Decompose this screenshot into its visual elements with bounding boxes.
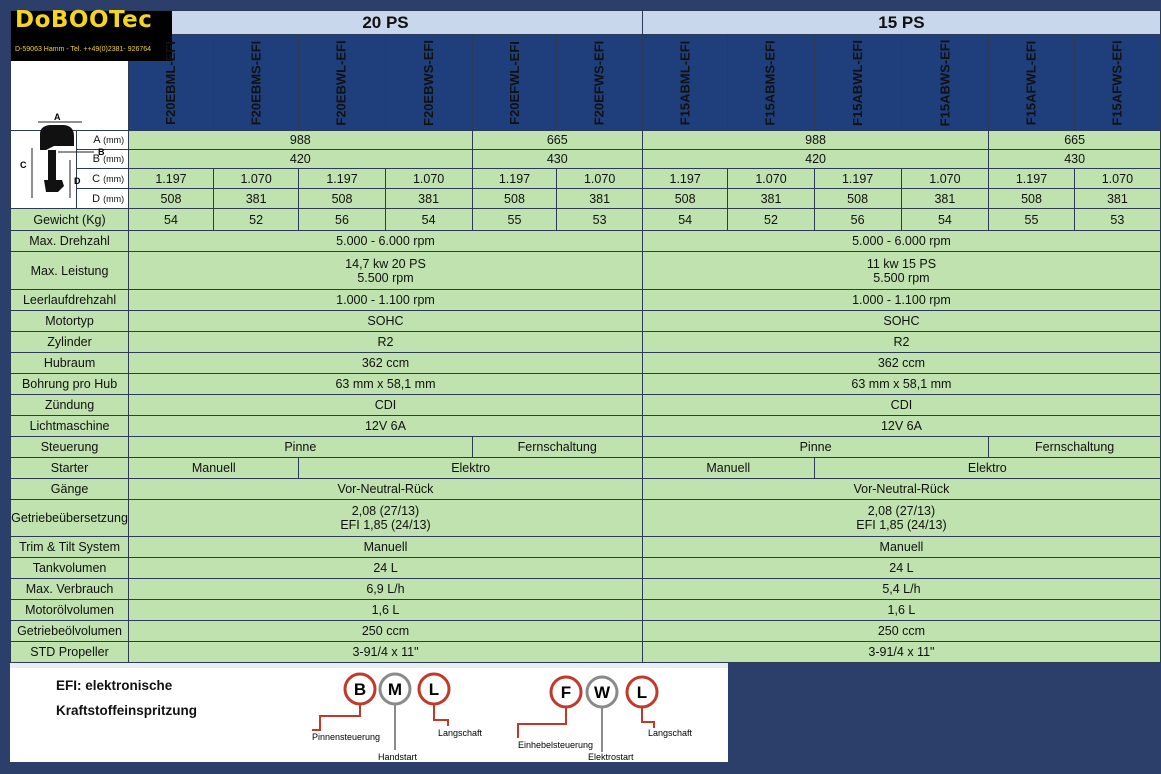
row-label-gaenge: Gänge — [11, 479, 129, 500]
legend-letter-w: W — [593, 683, 611, 702]
dim-d-value: 381 — [728, 189, 814, 209]
value-15ps: 5.000 - 6.000 rpm — [642, 231, 1160, 252]
group-header-20ps: 20 PS — [129, 11, 643, 35]
value-line: 2,08 (27/13) — [867, 504, 936, 518]
dim-d-label: D (mm) — [77, 189, 129, 209]
row-label-starter: Starter — [11, 458, 129, 479]
legend-letter-l: L — [636, 683, 648, 702]
value-15ps: Manuell — [642, 537, 1160, 558]
value-20ps: 1.000 - 1.100 rpm — [129, 290, 643, 311]
row-label-zuendung: Zündung — [11, 395, 129, 416]
legend-fwl — [508, 672, 718, 762]
value-line: 14,7 kw 20 PS — [345, 256, 426, 271]
dim-c-value: 1.070 — [213, 169, 299, 189]
diagram-letter-a: A — [54, 112, 61, 122]
value-20ps: 1,6 L — [129, 600, 643, 621]
value-20ps: 6,9 L/h — [129, 579, 643, 600]
dim-b-value: 420 — [642, 150, 988, 169]
engine-foot-shape — [44, 180, 64, 192]
model-header: F15AFWS-EFI — [1074, 35, 1160, 131]
efi-note-line-2: Kraftstoffeinspritzung — [56, 703, 197, 718]
value-15ps: 5,4 L/h — [642, 579, 1160, 600]
dim-c-value: 1.070 — [728, 169, 814, 189]
value-20ps: 5.000 - 6.000 rpm — [129, 231, 643, 252]
model-header: F15ABWL-EFI — [814, 35, 901, 131]
brand-subtitle: D-59063 Hamm - Tel. ++49(0)2381- 926764 — [15, 46, 152, 53]
row-label-motoroelvolumen: Motorölvolumen — [11, 600, 129, 621]
value-15ps — [642, 252, 1160, 290]
value-15ps: CDI — [642, 395, 1160, 416]
dim-a-value: 988 — [642, 131, 988, 150]
value-line: EFI 1,85 (24/13) — [856, 518, 947, 532]
dim-d-value: 381 — [901, 189, 989, 209]
value-15ps: 362 ccm — [642, 353, 1160, 374]
legend-line — [518, 708, 566, 738]
value-line: 2,08 (27/13) — [351, 504, 420, 518]
dim-d-value: 381 — [385, 189, 472, 209]
dim-c-value: 1.070 — [1074, 169, 1160, 189]
diagram-letter-d: D — [74, 176, 81, 186]
row-label-motortyp: Motortyp — [11, 311, 129, 332]
row-label-steuerung: Steuerung — [11, 437, 129, 458]
legend-text-einhebelsteuerung: Einhebelsteuerung — [518, 740, 594, 750]
weight-value: 55 — [472, 209, 557, 231]
group-header-15ps: 15 PS — [642, 11, 1160, 35]
dim-c-value: 1.197 — [642, 169, 728, 189]
value-20ps: Manuell — [129, 537, 643, 558]
dim-a-value: 988 — [129, 131, 473, 150]
dim-c-value: 1.197 — [989, 169, 1075, 189]
dim-c-value: 1.197 — [472, 169, 557, 189]
weight-value: 54 — [385, 209, 472, 231]
weight-value: 54 — [901, 209, 989, 231]
legend-text-pinnensteuerung: Pinnensteuerung — [312, 732, 381, 742]
diagram-letter-b: B — [98, 147, 105, 157]
row-label-getriebeuebersetzung: Getriebeübersetzung — [11, 500, 129, 537]
value-15ps: R2 — [642, 332, 1160, 353]
dim-a-label: A (mm) — [77, 131, 129, 150]
legend-line — [434, 705, 448, 726]
value-20ps: 24 L — [129, 558, 643, 579]
legend-letter-l: L — [428, 680, 440, 699]
dim-d-value: 381 — [1074, 189, 1160, 209]
dim-c-value: 1.197 — [299, 169, 385, 189]
value-20ps: 63 mm x 58,1 mm — [129, 374, 643, 395]
value-20ps — [129, 252, 643, 290]
value-line: 5.500 rpm — [357, 270, 414, 285]
model-header: F15ABMS-EFI — [728, 35, 814, 131]
value-15ps: 12V 6A — [642, 416, 1160, 437]
weight-value: 52 — [213, 209, 299, 231]
dim-b-value: 430 — [472, 150, 642, 169]
row-label-trim-tilt: Trim & Tilt System — [11, 537, 129, 558]
efi-note-line-1: EFI: elektronische — [56, 678, 173, 693]
weight-value: 56 — [814, 209, 901, 231]
row-label-std-propeller: STD Propeller — [11, 642, 129, 663]
dim-b-value: 430 — [989, 150, 1161, 169]
value-15ps: 250 ccm — [642, 621, 1160, 642]
model-header: F20EBMS-EFI — [213, 35, 299, 131]
dim-c-value: 1.070 — [385, 169, 472, 189]
engine-head-shape — [40, 125, 74, 150]
row-label-leerlaufdrehzahl: Leerlaufdrehzahl — [11, 290, 129, 311]
dim-d-value: 508 — [299, 189, 385, 209]
weight-value: 53 — [1074, 209, 1160, 231]
value-line: 5.500 rpm — [873, 270, 930, 285]
weight-value: 54 — [642, 209, 728, 231]
legend-letter-m: M — [387, 680, 403, 699]
value-line: EFI 1,85 (24/13) — [340, 518, 431, 532]
legend-line — [642, 708, 654, 728]
model-header: F20EBML-EFI — [129, 35, 214, 131]
value-20ps: SOHC — [129, 311, 643, 332]
row-label-max-drehzahl: Max. Drehzahl — [11, 231, 129, 252]
dim-d-value: 508 — [642, 189, 728, 209]
value-20ps: Fernschaltung — [472, 437, 642, 458]
brand-title: DoBOOTec — [15, 7, 153, 33]
dim-c-value: 1.070 — [901, 169, 989, 189]
diagram-letter-c: C — [20, 160, 27, 170]
row-label-verbrauch: Max. Verbrauch — [11, 579, 129, 600]
dim-d-value: 381 — [213, 189, 299, 209]
value-20ps: Vor-Neutral-Rück — [129, 479, 643, 500]
value-15ps: Manuell — [642, 458, 814, 479]
weight-value: 54 — [129, 209, 214, 231]
spec-table — [10, 7, 1161, 663]
value-15ps: 24 L — [642, 558, 1160, 579]
row-label-max-leistung: Max. Leistung — [11, 252, 129, 290]
weight-value: 52 — [728, 209, 814, 231]
value-20ps: CDI — [129, 395, 643, 416]
legend-bml — [300, 672, 510, 762]
legend-text-langschaft: Langschaft — [648, 728, 693, 738]
value-15ps — [642, 500, 1160, 537]
legend-letter-b: B — [353, 680, 367, 699]
value-20ps — [129, 500, 643, 537]
model-header: F20EFWS-EFI — [557, 35, 643, 131]
legend-line — [312, 705, 360, 730]
dim-d-value: 508 — [472, 189, 557, 209]
brand-logo — [11, 7, 172, 61]
model-header: F20EBWS-EFI — [385, 35, 472, 131]
row-label-getriebeoelvolumen: Getriebeölvolumen — [11, 621, 129, 642]
dim-a-value: 665 — [472, 131, 642, 150]
engine-dimension-diagram — [14, 112, 114, 212]
dim-b-label: B (mm) — [77, 150, 129, 169]
value-20ps: R2 — [129, 332, 643, 353]
engine-shaft-shape — [48, 150, 56, 180]
value-20ps: 3-91/4 x 11" — [129, 642, 643, 663]
value-15ps: 1,6 L — [642, 600, 1160, 621]
dim-a-value: 665 — [989, 131, 1161, 150]
legend-text-handstart: Handstart — [378, 752, 418, 762]
value-15ps: Fernschaltung — [989, 437, 1161, 458]
row-label-weight: Gewicht (Kg) — [11, 209, 129, 231]
model-header: F15AFWL-EFI — [989, 35, 1075, 131]
value-15ps: Elektro — [814, 458, 1160, 479]
model-header: F15ABWS-EFI — [901, 35, 989, 131]
dim-d-value: 508 — [814, 189, 901, 209]
dim-c-value: 1.070 — [557, 169, 643, 189]
row-label-bohrung: Bohrung pro Hub — [11, 374, 129, 395]
model-header: F15ABML-EFI — [642, 35, 728, 131]
value-20ps: Manuell — [129, 458, 299, 479]
dim-d-value: 381 — [557, 189, 643, 209]
value-20ps: 12V 6A — [129, 416, 643, 437]
value-20ps: 362 ccm — [129, 353, 643, 374]
value-15ps: SOHC — [642, 311, 1160, 332]
dim-c-label: C (mm) — [77, 169, 129, 189]
dim-b-value: 420 — [129, 150, 473, 169]
dim-c-value: 1.197 — [129, 169, 214, 189]
row-label-tankvolumen: Tankvolumen — [11, 558, 129, 579]
value-15ps: Vor-Neutral-Rück — [642, 479, 1160, 500]
notes-panel — [10, 668, 728, 762]
value-20ps: Pinne — [129, 437, 473, 458]
value-15ps: 3-91/4 x 11" — [642, 642, 1160, 663]
weight-value: 53 — [557, 209, 643, 231]
row-label-zylinder: Zylinder — [11, 332, 129, 353]
dim-d-value: 508 — [129, 189, 214, 209]
weight-value: 55 — [989, 209, 1075, 231]
row-label-lichtmaschine: Lichtmaschine — [11, 416, 129, 437]
value-line: 11 kw 15 PS — [866, 256, 937, 271]
row-label-hubraum: Hubraum — [11, 353, 129, 374]
value-15ps: 63 mm x 58,1 mm — [642, 374, 1160, 395]
dim-c-value: 1.197 — [814, 169, 901, 189]
value-20ps: 250 ccm — [129, 621, 643, 642]
dim-d-value: 508 — [989, 189, 1075, 209]
legend-text-elektrostart: Elektrostart — [588, 752, 634, 762]
model-header: F20EBWL-EFI — [299, 35, 385, 131]
value-15ps: 1.000 - 1.100 rpm — [642, 290, 1160, 311]
weight-value: 56 — [299, 209, 385, 231]
legend-letter-f: F — [560, 683, 572, 702]
value-20ps: Elektro — [299, 458, 643, 479]
value-15ps: Pinne — [642, 437, 988, 458]
legend-text-langschaft: Langschaft — [438, 728, 483, 738]
model-header: F20EFWL-EFI — [472, 35, 557, 131]
